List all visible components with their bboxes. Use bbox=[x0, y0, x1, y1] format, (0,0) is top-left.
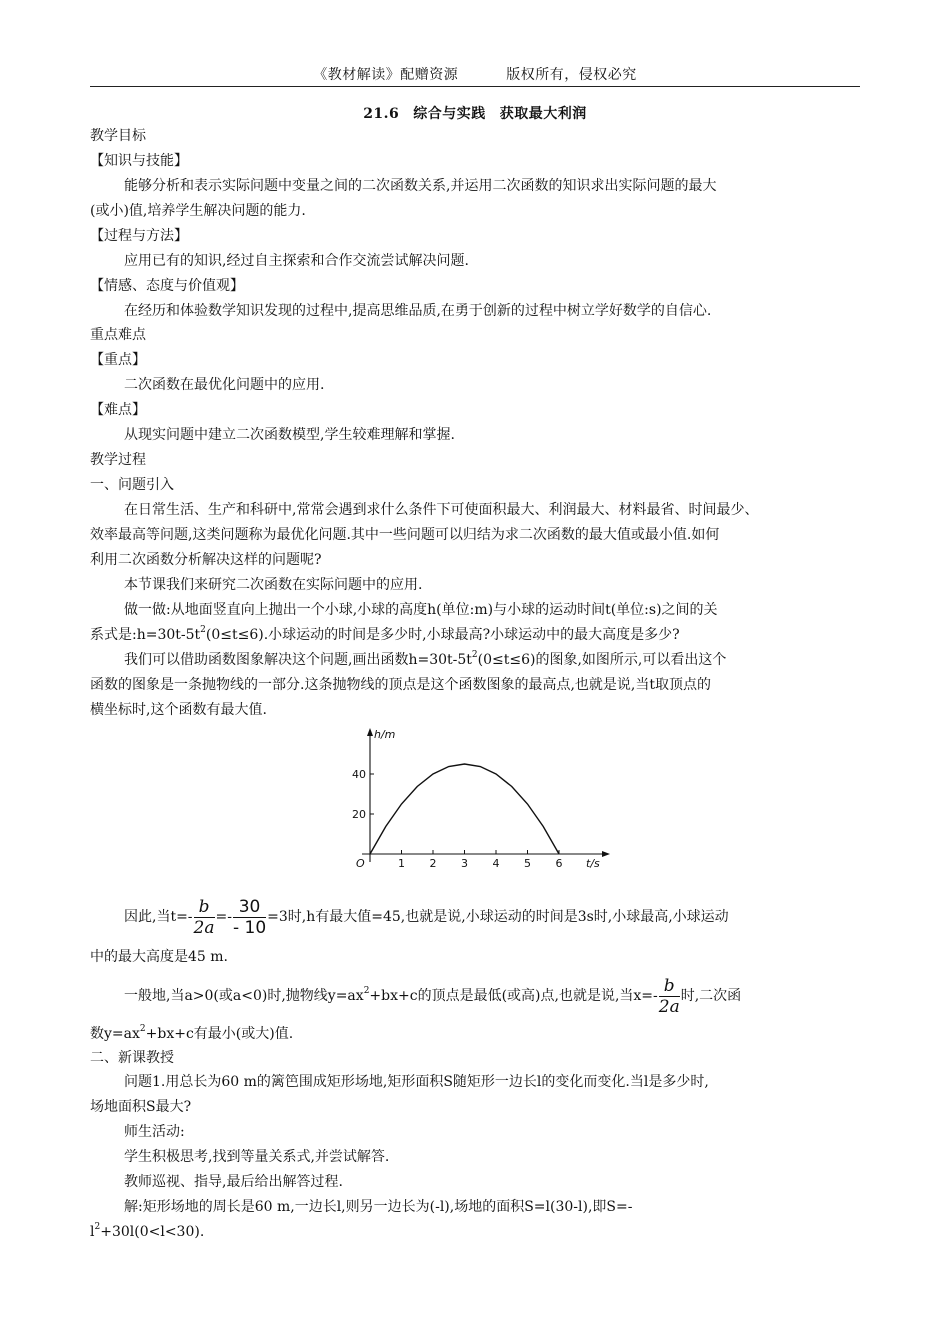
parabola-graph bbox=[340, 722, 610, 882]
new-lesson-heading: 二、新课教授 bbox=[90, 1050, 174, 1066]
graph-text-2: 函数的图象是一条抛物线的一部分.这条抛物线的顶点是这个函数图象的最高点,也就是说,当t取顶点的 bbox=[90, 677, 711, 693]
superscript: 2 bbox=[94, 1222, 101, 1233]
thus-text-a: 因此,当t=- bbox=[124, 909, 193, 925]
graph-text-1 bbox=[124, 648, 726, 673]
fraction-numerator: b bbox=[659, 976, 680, 997]
intro-heading: 一、问题引入 bbox=[90, 477, 174, 493]
activity-label: 师生活动: bbox=[124, 1124, 185, 1140]
general-text-b: +bx+c的顶点是最低(或高)点,也就是说,当x=- bbox=[369, 988, 658, 1004]
x-tick-label-3: 3 bbox=[461, 857, 468, 870]
difficulty-text: 从现实问题中建立二次函数模型,学生较难理解和掌握. bbox=[124, 427, 455, 443]
emotion-heading: 【情感、态度与价值观】 bbox=[90, 278, 244, 294]
title-part1: 综合与实践 bbox=[413, 106, 486, 122]
section-goals: 教学目标 bbox=[90, 128, 146, 144]
fraction-b-over-2a bbox=[194, 897, 215, 938]
thus-text-2: 中的最大高度是45 m. bbox=[90, 949, 228, 965]
x-axis-label: t/s bbox=[586, 857, 600, 870]
title-number: 21.6 bbox=[363, 106, 400, 122]
intro-text-3: 利用二次函数分析解决这样的问题呢? bbox=[90, 552, 322, 568]
teacher-activity: 教师巡视、指导,最后给出解答过程. bbox=[124, 1174, 343, 1190]
fraction-denominator: - 10 bbox=[232, 917, 267, 938]
solution-text-1: 解:矩形场地的周长是60 m,一边长l,则另一边长为(-l),场地的面积S=l(30-l),即S=- bbox=[124, 1199, 633, 1215]
intro-text-4: 本节课我们来研究二次函数在实际问题中的应用. bbox=[124, 577, 423, 593]
general-text-a: 一般地,当a>0(或a<0)时,抛物线y=ax bbox=[124, 988, 364, 1004]
fraction-numerator: 30 bbox=[233, 897, 266, 918]
section-teaching: 教学过程 bbox=[90, 452, 146, 468]
student-activity: 学生积极思考,找到等量关系式,并尝试解答. bbox=[124, 1149, 390, 1165]
key-heading: 【重点】 bbox=[90, 352, 146, 368]
lesson-title bbox=[90, 103, 860, 123]
fraction-denominator: 2a bbox=[658, 996, 680, 1017]
difficulty-heading: 【难点】 bbox=[90, 402, 146, 418]
y-tick-label-40: 40 bbox=[352, 768, 366, 781]
origin-label: O bbox=[356, 857, 365, 870]
x-tick-label-6: 6 bbox=[555, 857, 563, 870]
superscript: 2 bbox=[200, 625, 206, 636]
y-axis-label: h/m bbox=[374, 728, 396, 741]
question-1-text-2: 场地面积S最大? bbox=[90, 1099, 192, 1115]
section-key-difficulty: 重点难点 bbox=[90, 327, 146, 343]
key-text: 二次函数在最优化问题中的应用. bbox=[124, 377, 325, 393]
header-rule bbox=[90, 86, 860, 87]
y-tick-label-20: 20 bbox=[352, 808, 366, 821]
general-text-c: 时,二次函 bbox=[680, 988, 742, 1004]
x-tick-label-1: 1 bbox=[398, 857, 405, 870]
general-text-1 bbox=[124, 972, 741, 1020]
try-text-1: 做一做:从地面竖直向上抛出一个小球,小球的高度h(单位:m)与小球的运动时间t(单位:s)之间的关 bbox=[124, 602, 718, 618]
process-text: 应用已有的知识,经过自主探索和合作交流尝试解决问题. bbox=[124, 253, 469, 269]
fraction-numerator: b bbox=[194, 897, 215, 918]
thus-text-c: =3时,h有最大值=45,也就是说,小球运动的时间是3s时,小球最高,小球运动 bbox=[267, 909, 729, 925]
x-tick-label-4: 4 bbox=[492, 857, 500, 870]
general-text-2 bbox=[90, 1022, 293, 1047]
superscript: 2 bbox=[139, 1024, 146, 1035]
intro-text-1: 在日常生活、生产和科研中,常常会遇到求什么条件下可使面积最大、利润最大、材料最省、时间最少、 bbox=[124, 502, 759, 518]
x-tick-label-5: 5 bbox=[524, 857, 531, 870]
fraction-denominator: 2a bbox=[193, 917, 215, 938]
y-axis-arrow bbox=[367, 728, 373, 736]
superscript: 2 bbox=[471, 650, 478, 661]
page-header bbox=[90, 64, 860, 84]
title-part2: 获取最大利润 bbox=[499, 106, 587, 122]
graph-text-3: 横坐标时,这个函数有最大值. bbox=[90, 702, 267, 718]
superscript: 2 bbox=[363, 986, 370, 997]
fraction-30-over-m10 bbox=[233, 897, 266, 938]
try-text-2b: (0≤t≤6).小球运动的时间是多少时,小球最高?小球运动中的最大高度是多少? bbox=[205, 627, 680, 643]
graph-text-1a: 我们可以借助函数图象解决这个问题,画出函数h=30t-5t bbox=[124, 652, 472, 668]
emotion-text: 在经历和体验数学知识发现的过程中,提高思维品质,在勇于创新的过程中树立学好数学的自信心. bbox=[124, 303, 712, 319]
header-left: 《教材解读》配赠资源 bbox=[313, 67, 459, 83]
thus-text-1 bbox=[124, 893, 729, 941]
intro-text-2: 效率最高等问题,这类问题称为最优化问题.其中一些问题可以归结为求二次函数的最大值或最小值.如何 bbox=[90, 527, 720, 543]
thus-text-b: =- bbox=[215, 909, 232, 925]
solution-text-2 bbox=[90, 1220, 204, 1245]
solution-text-2b: +30l(0<l<30). bbox=[100, 1224, 205, 1240]
solution-text-2a: l bbox=[90, 1224, 95, 1240]
process-heading: 【过程与方法】 bbox=[90, 228, 188, 244]
x-axis-arrow bbox=[602, 851, 610, 857]
graph-text-1b: (0≤t≤6)的图象,如图所示,可以看出这个 bbox=[477, 652, 727, 668]
general-text-2b: +bx+c有最小(或大)值. bbox=[145, 1026, 294, 1042]
fraction-b-over-2a bbox=[659, 976, 680, 1017]
try-text-2a: 系式是:h=30t-5t bbox=[90, 627, 201, 643]
knowledge-heading: 【知识与技能】 bbox=[90, 153, 188, 169]
x-tick-label-2: 2 bbox=[429, 857, 437, 870]
knowledge-text-1: 能够分析和表示实际问题中变量之间的二次函数关系,并运用二次函数的知识求出实际问题的最大 bbox=[124, 178, 717, 194]
header-right: 版权所有，侵权必究 bbox=[506, 67, 637, 83]
knowledge-text-2: (或小)值,培养学生解决问题的能力. bbox=[90, 203, 306, 219]
parabola-curve bbox=[370, 764, 559, 854]
question-1-text-1: 问题1.用总长为60 m的篱笆围成矩形场地,矩形面积S随矩形一边长l的变化而变化.当l是多少时, bbox=[124, 1074, 709, 1090]
try-text-2 bbox=[90, 623, 680, 648]
general-text-2a: 数y=ax bbox=[90, 1026, 140, 1042]
